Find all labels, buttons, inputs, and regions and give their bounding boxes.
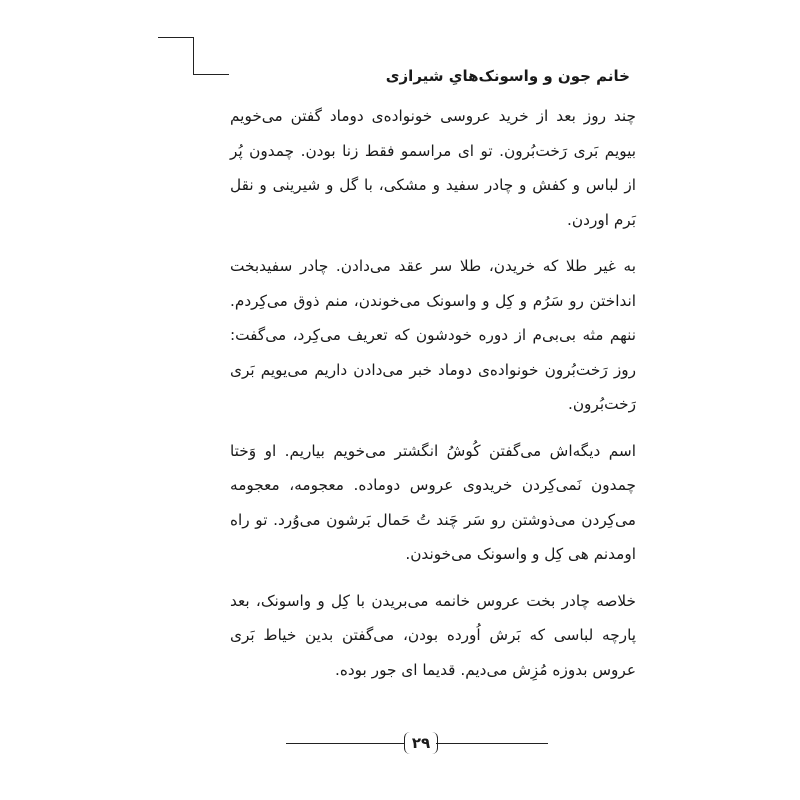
footer-rule-right	[436, 743, 548, 744]
body-text	[230, 99, 636, 699]
paragraph-1: چند روز بعد از خرید عروسی خونواده‌ی دوماد گفتن می‌خویم بیویم بَری رَخت‌بُرون. تو ای مراسمو فقط زنا بودن. چمدون پُر از لباس و کفش و چادر سفید و مشکی، با گل و شیرینی و نقل بَرم اوردن.	[230, 107, 636, 229]
page-footer	[286, 732, 548, 756]
footer-rule-left	[286, 743, 404, 744]
paragraph-3: اسم دیگه‌اش می‌گفتن کُوشُ انگشتر می‌خویم بیاریم. او وَختا چمدون نَمی‌کِردن خریدوی عروس دوماده. معجومه، معجومه می‌کِردن می‌ذوشتن رو سَر چَند تُ حَمال بَرشون می‌وُرد. تو راه اومدنم هی کِل و واسونک می‌خوندن.	[230, 441, 636, 563]
corner-ornament-horizontal	[158, 37, 194, 38]
header-rule	[193, 74, 229, 75]
page-number: ۲۹	[404, 732, 438, 754]
paragraph-4: خلاصه چادر بخت عروس خانمه می‌بریدن با کِل و واسونک، بعد پارچه لباسی که بَرش اُورده بودن، می‌گفتن بدین خیاط بَری عروس بدوزه مُزِش می‌دیم. قدیما ای جور بوده.	[230, 591, 636, 679]
corner-ornament-vertical	[193, 37, 194, 74]
paragraph-2: به غیر طلا که خریدن، طلا سر عقد می‌دادن. چادر سفیدبخت انداختن رو سَرُم و کِل و واسونک می‌خوندن، منم ذوق می‌کِردم. ننهم مثه بی‌بی‌م از دوره خودشون که تعریف می‌کِرد، می‌گفت: روز رَخت‌بُرون خونواده‌ی دوماد خبر می‌دادن داریم می‌یویم بَری رَخت‌بُرون.	[230, 257, 636, 413]
running-head-title: خانم جون و واسونک‌هایِ شیرازی	[385, 67, 630, 85]
